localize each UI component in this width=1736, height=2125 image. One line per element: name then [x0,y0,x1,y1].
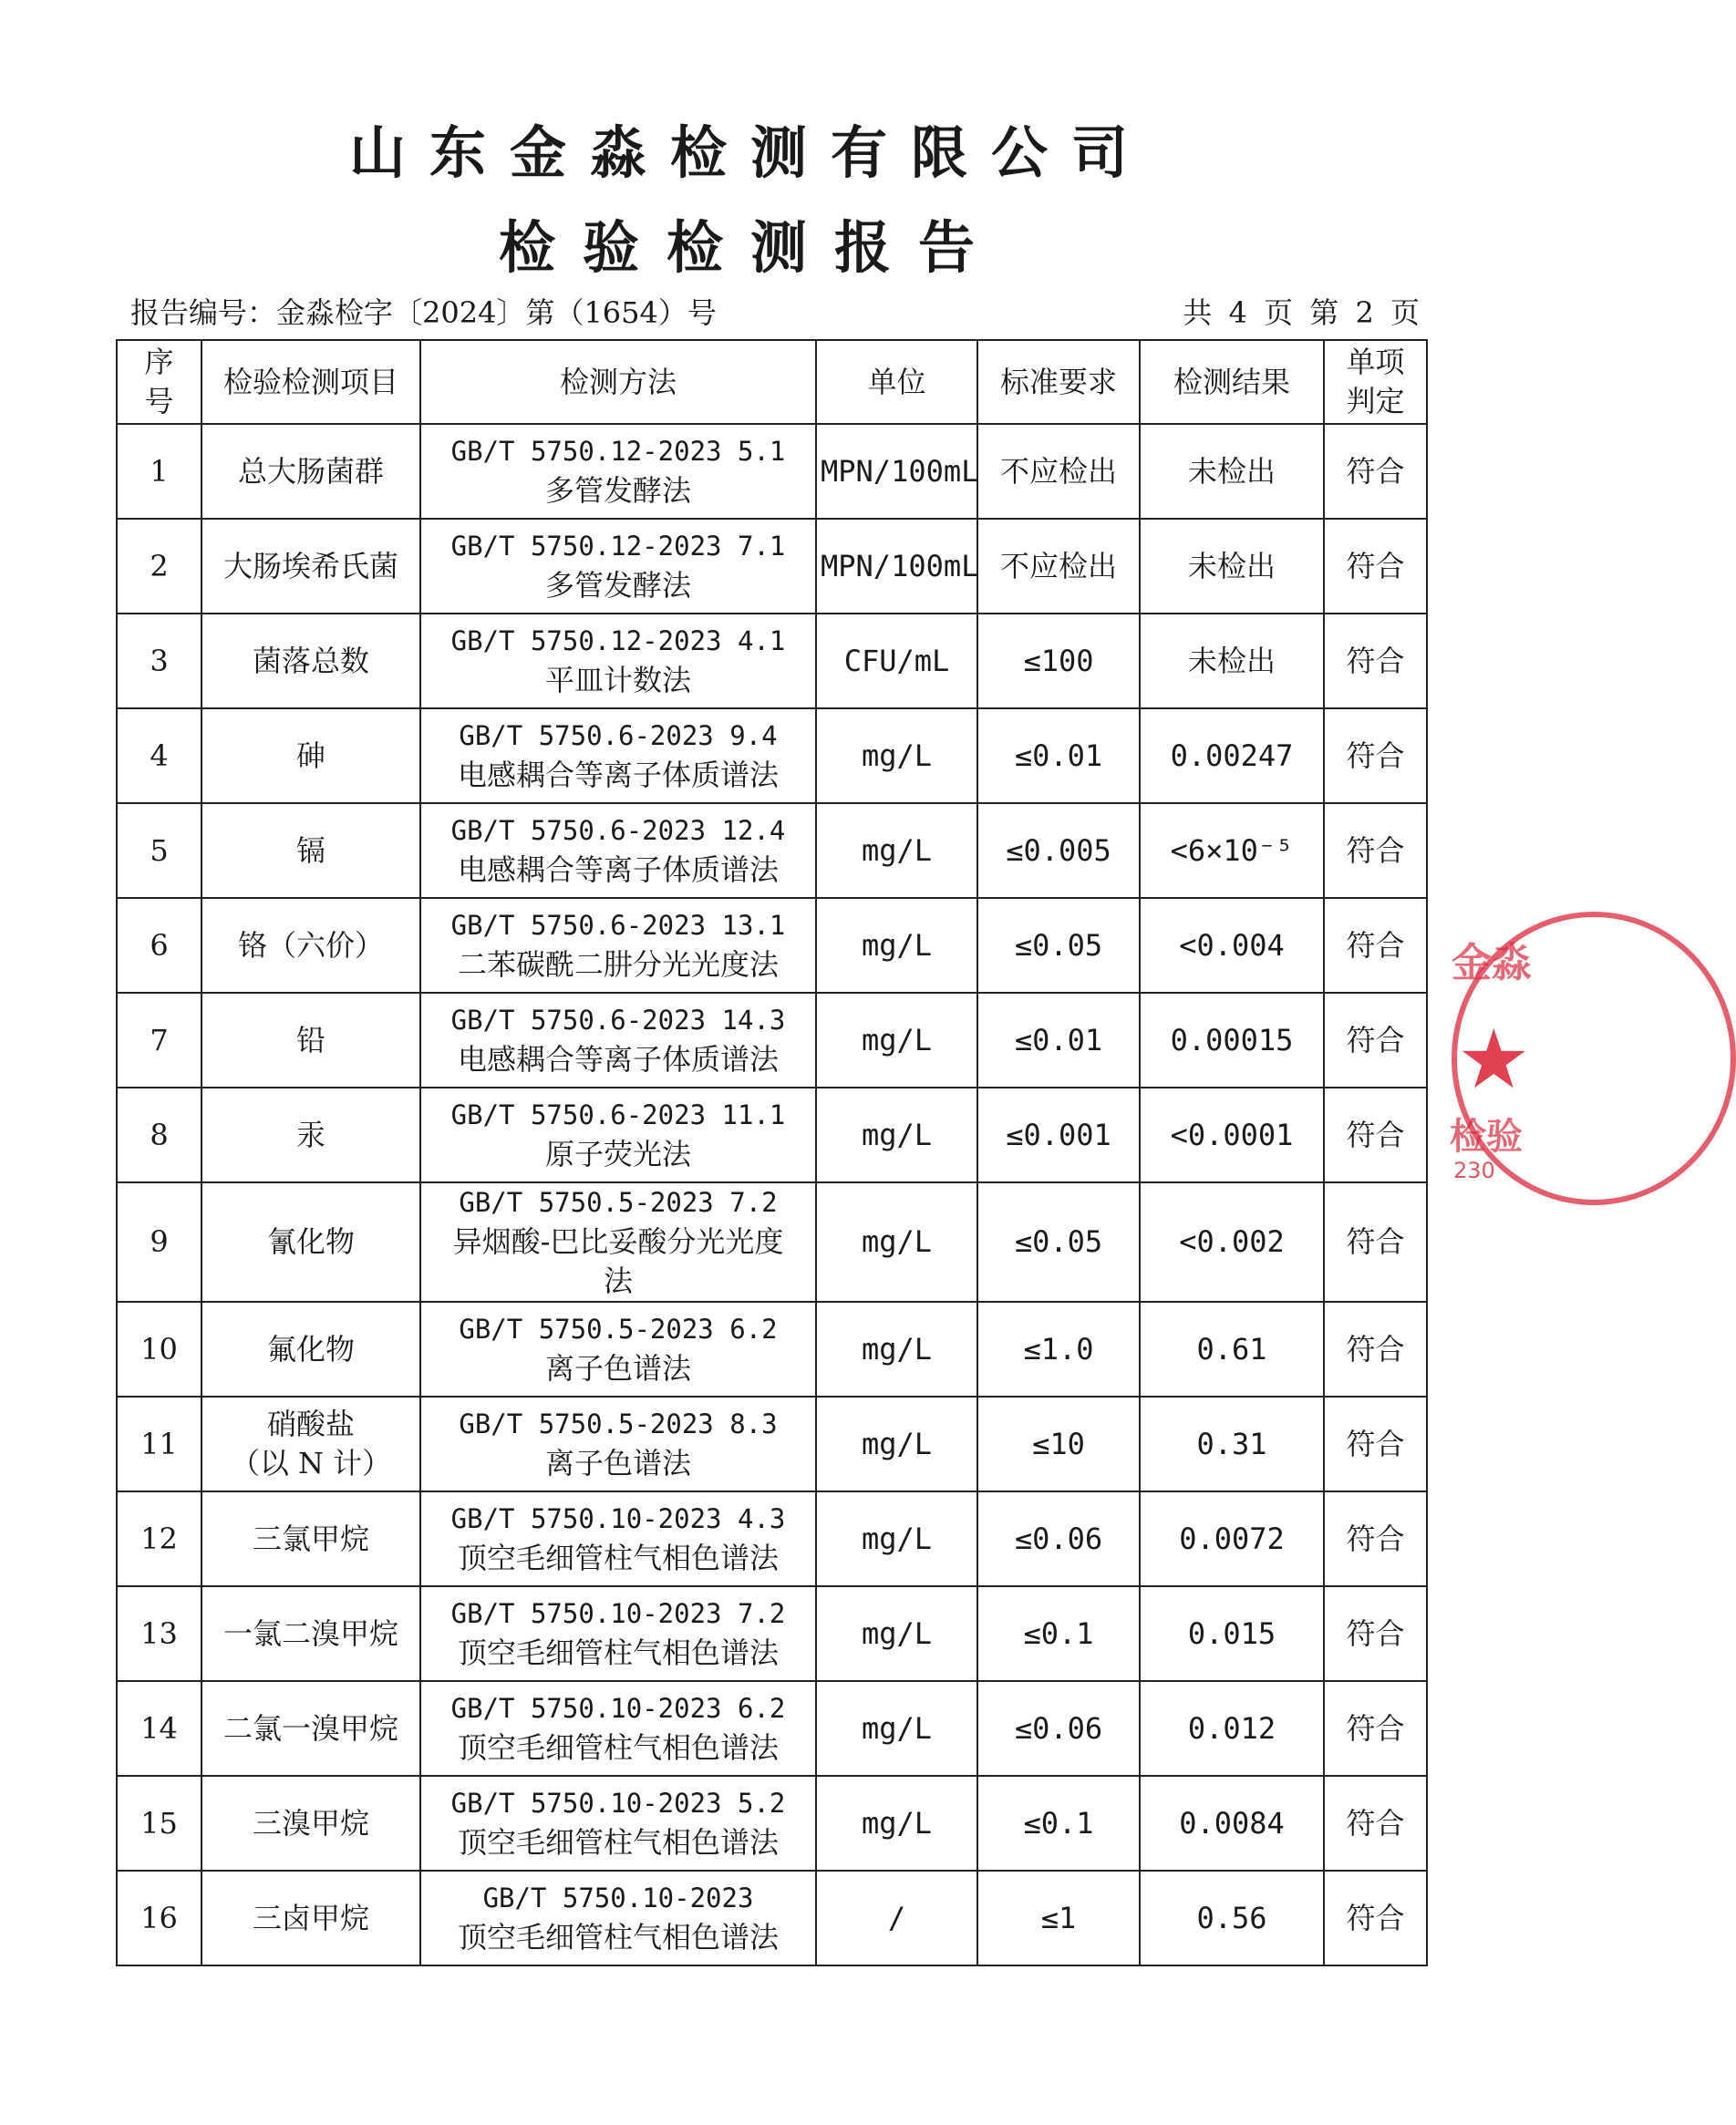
cell-standard: ≤0.01 [977,708,1140,803]
cell-result: 0.0072 [1140,1491,1324,1586]
cell-standard: ≤1.0 [977,1302,1140,1397]
cell-result: 未检出 [1140,519,1324,614]
cell-item: 氰化物 [202,1182,420,1302]
cell-method: GB/T 5750.10-2023 4.3 顶空毛细管柱气相色谱法 [420,1491,816,1586]
cell-item: 菌落总数 [202,614,420,708]
cell-method: GB/T 5750.12-2023 5.1 多管发酵法 [420,424,816,519]
table-row [117,1681,1427,1776]
cell-unit: / [816,1871,977,1965]
results-table [116,339,1428,1966]
cell-method: GB/T 5750.6-2023 14.3 电感耦合等离子体质谱法 [420,993,816,1088]
cell-standard: ≤0.06 [977,1491,1140,1586]
cell-item: 三卤甲烷 [202,1871,420,1965]
cell-unit: mg/L [816,1088,977,1182]
cell-seq: 10 [117,1302,202,1397]
cell-verdict: 符合 [1324,1681,1427,1776]
cell-standard: ≤10 [977,1397,1140,1491]
cell-standard: ≤0.005 [977,803,1140,898]
cell-verdict: 符合 [1324,708,1427,803]
cell-unit: mg/L [816,803,977,898]
header-item: 检验检测项目 [202,340,420,424]
cell-verdict: 符合 [1324,519,1427,614]
cell-verdict: 符合 [1324,898,1427,993]
cell-unit: mg/L [816,1182,977,1302]
cell-seq: 1 [117,424,202,519]
cell-seq: 12 [117,1491,202,1586]
cell-method: GB/T 5750.5-2023 7.2 异烟酸-巴比妥酸分光光度 法 [420,1182,816,1302]
cell-item: 砷 [202,708,420,803]
page-info: 共 4 页 第 2 页 [1183,295,1423,330]
table-row [117,803,1427,898]
table-row [117,1182,1427,1302]
cell-result: 0.0084 [1140,1776,1324,1871]
cell-item: 二氯一溴甲烷 [202,1681,420,1776]
cell-item: 硝酸盐 （以 N 计） [202,1397,420,1491]
cell-unit: mg/L [816,708,977,803]
cell-item: 镉 [202,803,420,898]
cell-seq: 15 [117,1776,202,1871]
cell-method: GB/T 5750.10-2023 顶空毛细管柱气相色谱法 [420,1871,816,1965]
cell-item: 氟化物 [202,1302,420,1397]
cell-standard: ≤0.001 [977,1088,1140,1182]
cell-seq: 4 [117,708,202,803]
cell-seq: 11 [117,1397,202,1491]
cell-verdict: 符合 [1324,1776,1427,1871]
cell-result: 0.015 [1140,1586,1324,1681]
cell-item: 总大肠菌群 [202,424,420,519]
cell-verdict: 符合 [1324,803,1427,898]
cell-seq: 8 [117,1088,202,1182]
table-row [117,1302,1427,1397]
cell-method: GB/T 5750.5-2023 6.2 离子色谱法 [420,1302,816,1397]
cell-method: GB/T 5750.6-2023 11.1 原子荧光法 [420,1088,816,1182]
cell-standard: ≤0.1 [977,1776,1140,1871]
cell-standard: ≤0.01 [977,993,1140,1088]
cell-unit: mg/L [816,1586,977,1681]
cell-standard: ≤1 [977,1871,1140,1965]
cell-item: 铅 [202,993,420,1088]
cell-verdict: 符合 [1324,1491,1427,1586]
cell-unit: mg/L [816,1491,977,1586]
cell-item: 大肠埃希氏菌 [202,519,420,614]
cell-method: GB/T 5750.6-2023 13.1 二苯碳酰二肼分光光度法 [420,898,816,993]
cell-standard: ≤0.06 [977,1681,1140,1776]
cell-method: GB/T 5750.6-2023 12.4 电感耦合等离子体质谱法 [420,803,816,898]
table-row [117,1491,1427,1586]
cell-result: <0.002 [1140,1182,1324,1302]
cell-result: <0.004 [1140,898,1324,993]
cell-verdict: 符合 [1324,993,1427,1088]
cell-method: GB/T 5750.12-2023 4.1 平皿计数法 [420,614,816,708]
table-header-row [117,340,1427,424]
cell-standard: ≤0.05 [977,1182,1140,1302]
table-row [117,1088,1427,1182]
cell-standard: ≤0.05 [977,898,1140,993]
cell-result: 未检出 [1140,614,1324,708]
cell-verdict: 符合 [1324,1088,1427,1182]
cell-seq: 9 [117,1182,202,1302]
table-row [117,424,1427,519]
cell-item: 一氯二溴甲烷 [202,1586,420,1681]
table-row [117,1397,1427,1491]
cell-method: GB/T 5750.6-2023 9.4 电感耦合等离子体质谱法 [420,708,816,803]
cell-unit: mg/L [816,1776,977,1871]
cell-verdict: 符合 [1324,424,1427,519]
header-verdict: 单项 判定 [1324,340,1427,424]
header-result: 检测结果 [1140,340,1324,424]
cell-unit: mg/L [816,898,977,993]
table-row [117,708,1427,803]
cell-result: <0.0001 [1140,1088,1324,1182]
header-standard: 标准要求 [977,340,1140,424]
cell-item: 三溴甲烷 [202,1776,420,1871]
cell-unit: mg/L [816,1397,977,1491]
cell-result: <6×10⁻⁵ [1140,803,1324,898]
table-row [117,898,1427,993]
cell-standard: 不应检出 [977,424,1140,519]
cell-seq: 16 [117,1871,202,1965]
cell-standard: 不应检出 [977,519,1140,614]
company-name: 山东金淼检测有限公司 [348,119,1152,186]
cell-unit: mg/L [816,1302,977,1397]
cell-verdict: 符合 [1324,614,1427,708]
cell-result: 未检出 [1140,424,1324,519]
header-unit: 单位 [816,340,977,424]
cell-standard: ≤100 [977,614,1140,708]
cell-method: GB/T 5750.10-2023 6.2 顶空毛细管柱气相色谱法 [420,1681,816,1776]
cell-verdict: 符合 [1324,1871,1427,1965]
cell-item: 汞 [202,1088,420,1182]
cell-seq: 2 [117,519,202,614]
cell-result: 0.56 [1140,1871,1324,1965]
report-number: 报告编号：金淼检字〔2024〕第（1654）号 [130,295,717,330]
cell-standard: ≤0.1 [977,1586,1140,1681]
cell-item: 铬（六价） [202,898,420,993]
cell-result: 0.61 [1140,1302,1324,1397]
seal-text-bottom: 检验 [1450,1116,1523,1158]
cell-unit: MPN/100mL [816,424,977,519]
cell-result: 0.31 [1140,1397,1324,1491]
cell-item: 三氯甲烷 [202,1491,420,1586]
cell-result: 0.00015 [1140,993,1324,1088]
cell-method: GB/T 5750.10-2023 5.2 顶空毛细管柱气相色谱法 [420,1776,816,1871]
cell-verdict: 符合 [1324,1302,1427,1397]
header-method: 检测方法 [420,340,816,424]
cell-method: GB/T 5750.10-2023 7.2 顶空毛细管柱气相色谱法 [420,1586,816,1681]
table-row [117,519,1427,614]
cell-seq: 14 [117,1681,202,1776]
cell-unit: MPN/100mL [816,519,977,614]
seal-text-top: 金淼 [1452,940,1532,986]
cell-seq: 6 [117,898,202,993]
cell-seq: 7 [117,993,202,1088]
table-row [117,614,1427,708]
official-seal [1448,903,1532,1212]
report-title: 检验检测报告 [498,214,1002,281]
table-row [117,1871,1427,1965]
cell-result: 0.00247 [1140,708,1324,803]
cell-seq: 3 [117,614,202,708]
cell-unit: mg/L [816,1681,977,1776]
cell-seq: 13 [117,1586,202,1681]
table-row [117,993,1427,1088]
cell-verdict: 符合 [1324,1182,1427,1302]
cell-unit: CFU/mL [816,614,977,708]
table-row [117,1586,1427,1681]
seal-star-icon: ★ [1457,1012,1531,1108]
cell-unit: mg/L [816,993,977,1088]
header-seq: 序 号 [117,340,202,424]
table-row [117,1776,1427,1871]
cell-verdict: 符合 [1324,1397,1427,1491]
cell-seq: 5 [117,803,202,898]
cell-result: 0.012 [1140,1681,1324,1776]
cell-method: GB/T 5750.12-2023 7.1 多管发酵法 [420,519,816,614]
cell-method: GB/T 5750.5-2023 8.3 离子色谱法 [420,1397,816,1491]
cell-verdict: 符合 [1324,1586,1427,1681]
seal-code: 230 [1453,1158,1495,1183]
